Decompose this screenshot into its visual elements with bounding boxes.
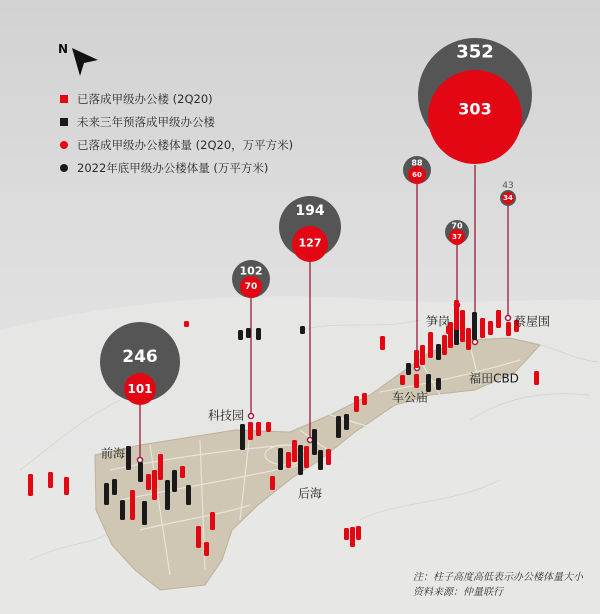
existing-building-bar — [460, 310, 465, 342]
future-building-bar — [112, 479, 117, 495]
existing-building-bar — [256, 422, 261, 436]
existing-building-bar — [248, 422, 253, 440]
future-building-bar — [298, 445, 303, 475]
existing-building-bar — [454, 300, 459, 330]
future-building-bar — [336, 416, 341, 438]
legend-label: 已落成甲级办公楼 (2Q20) — [77, 92, 213, 106]
future-building-bar — [104, 483, 109, 505]
total-2022-value: 102 — [239, 264, 263, 278]
future-building-bar — [472, 312, 477, 340]
future-building-bar — [278, 448, 283, 470]
future-building-bar — [312, 429, 317, 455]
existing-building-bar — [354, 396, 359, 412]
future-building-bar — [318, 450, 323, 470]
existing-building-bar — [400, 375, 405, 385]
existing-building-bar — [414, 374, 419, 388]
existing-building-bar — [204, 542, 209, 556]
future-building-bar — [240, 424, 245, 450]
existing-building-bar — [488, 321, 493, 335]
future-building-bar — [246, 328, 251, 338]
future-building-bar — [238, 330, 243, 340]
existing-building-bar — [326, 449, 331, 465]
district-label-qianhai: 前海 — [100, 446, 126, 461]
existing-value: 127 — [298, 236, 322, 250]
existing-building-bar — [130, 490, 135, 520]
existing-value: 101 — [127, 382, 153, 396]
total-2022-value: 246 — [122, 347, 158, 367]
future-building-bar — [126, 446, 131, 470]
legend — [60, 88, 293, 180]
existing-value: 303 — [458, 99, 492, 119]
existing-building-bar — [362, 393, 367, 405]
existing-value: 34 — [503, 194, 513, 202]
existing-building-bar — [428, 332, 433, 358]
existing-building-bar — [442, 335, 447, 355]
existing-building-bar — [180, 466, 185, 478]
existing-building-bar — [146, 474, 151, 490]
district-label-caiwuwei: 蔡屋围 — [513, 314, 551, 329]
district-label-houhai: 后海 — [297, 486, 323, 501]
red-circle-icon — [60, 141, 68, 149]
future-building-bar — [300, 326, 305, 334]
district-label-sungang: 笋岗 — [425, 314, 451, 329]
existing-value: 70 — [244, 282, 258, 292]
existing-building-bar — [350, 527, 355, 547]
district-label-futian-cbd: 福田CBD — [469, 371, 519, 386]
future-building-bar — [142, 501, 147, 525]
north-label: N — [58, 42, 69, 56]
future-building-bar — [138, 462, 143, 482]
legend-item-existing-volume — [60, 134, 293, 156]
legend-label: 未来三年预落成甲级办公楼 — [77, 115, 215, 129]
existing-building-bar — [210, 512, 215, 530]
existing-building-bar — [184, 321, 189, 327]
future-building-bar — [436, 344, 441, 360]
note-line: 资料来源：仲量联行 — [413, 587, 503, 598]
existing-building-bar — [28, 474, 33, 496]
existing-building-bar — [304, 446, 309, 468]
existing-building-bar — [414, 350, 419, 368]
future-building-bar — [406, 363, 411, 375]
existing-building-bar — [344, 528, 349, 540]
existing-building-bar — [292, 440, 297, 462]
existing-building-bar — [356, 526, 361, 540]
district-label-kejiyuan: 科技园 — [207, 408, 245, 423]
future-building-bar — [436, 378, 441, 390]
existing-building-bar — [266, 422, 271, 432]
future-building-bar — [172, 470, 177, 492]
existing-building-bar — [196, 526, 201, 548]
future-building-bar — [120, 500, 125, 520]
existing-building-bar — [506, 322, 511, 336]
existing-building-bar — [152, 470, 157, 500]
legend-label: 已落成甲级办公楼体量 (2Q20，万平方米) — [77, 138, 294, 152]
existing-building-bar — [48, 472, 53, 488]
note-line: 注：柱子高度高低表示办公楼体量大小 — [413, 572, 583, 583]
black-circle-icon — [60, 164, 68, 172]
existing-building-bar — [158, 454, 163, 480]
future-building-bar — [186, 485, 191, 505]
existing-building-bar — [270, 476, 275, 490]
future-building-bar — [256, 328, 261, 340]
red-square-icon — [60, 95, 68, 103]
total-2022-value: 194 — [295, 203, 325, 219]
future-building-bar — [344, 414, 349, 430]
black-square-icon — [60, 118, 68, 126]
district-label-chegongmiao: 车公庙 — [391, 390, 429, 405]
total-2022-value: 43 — [502, 181, 514, 191]
existing-building-bar — [534, 371, 539, 385]
legend-label: 2022年底甲级办公楼体量 (万平方米) — [77, 161, 269, 175]
legend-item-2022-volume — [60, 157, 293, 179]
future-building-bar — [165, 480, 170, 510]
total-2022-value: 70 — [451, 221, 463, 231]
existing-building-bar — [496, 310, 501, 328]
existing-building-bar — [64, 477, 69, 495]
existing-building-bar — [380, 336, 385, 350]
legend-item-existing-buildings — [60, 88, 293, 110]
legend-item-future-buildings — [60, 111, 293, 133]
existing-building-bar — [286, 452, 291, 468]
total-2022-value: 88 — [411, 158, 423, 168]
footnote — [413, 570, 583, 600]
existing-value: 60 — [412, 171, 422, 179]
existing-building-bar — [420, 345, 425, 365]
total-2022-value: 352 — [456, 41, 494, 63]
existing-building-bar — [466, 328, 471, 350]
existing-value: 37 — [452, 233, 462, 241]
existing-building-bar — [480, 318, 485, 338]
